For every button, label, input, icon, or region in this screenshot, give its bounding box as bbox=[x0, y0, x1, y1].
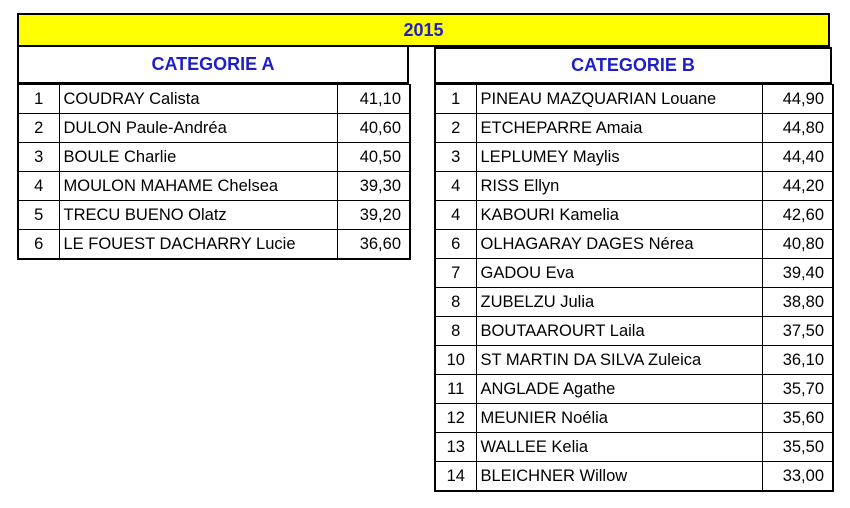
rank-cell: 1 bbox=[435, 85, 476, 114]
categorie-a-table bbox=[17, 84, 411, 260]
categorie-a-panel bbox=[17, 47, 409, 260]
table-row bbox=[435, 85, 833, 114]
rank-cell: 2 bbox=[18, 114, 59, 143]
score-cell: 40,80 bbox=[762, 230, 833, 259]
score-cell: 42,60 bbox=[762, 201, 833, 230]
name-cell: OLHAGARAY DAGES Nérea bbox=[476, 230, 762, 259]
table-row bbox=[435, 317, 833, 346]
table-row bbox=[435, 201, 833, 230]
rank-cell: 3 bbox=[435, 143, 476, 172]
rank-cell: 4 bbox=[435, 172, 476, 201]
rank-cell: 13 bbox=[435, 433, 476, 462]
categorie-b-table bbox=[434, 84, 834, 492]
rank-cell: 14 bbox=[435, 462, 476, 492]
name-cell: MOULON MAHAME Chelsea bbox=[59, 172, 337, 201]
name-cell: MEUNIER Noélia bbox=[476, 404, 762, 433]
rank-cell: 8 bbox=[435, 317, 476, 346]
categorie-a-title: CATEGORIE A bbox=[17, 47, 409, 84]
table-row bbox=[435, 404, 833, 433]
score-cell: 44,20 bbox=[762, 172, 833, 201]
score-cell: 39,40 bbox=[762, 259, 833, 288]
table-row bbox=[435, 462, 833, 492]
rank-cell: 6 bbox=[435, 230, 476, 259]
categorie-b-title: CATEGORIE B bbox=[434, 47, 832, 84]
table-row bbox=[435, 346, 833, 375]
score-cell: 36,10 bbox=[762, 346, 833, 375]
score-cell: 44,90 bbox=[762, 85, 833, 114]
score-cell: 40,50 bbox=[337, 143, 410, 172]
name-cell: WALLEE Kelia bbox=[476, 433, 762, 462]
score-cell: 39,20 bbox=[337, 201, 410, 230]
score-cell: 33,00 bbox=[762, 462, 833, 492]
rank-cell: 12 bbox=[435, 404, 476, 433]
rank-cell: 6 bbox=[18, 230, 59, 260]
table-row bbox=[18, 114, 410, 143]
table-row bbox=[18, 201, 410, 230]
rank-cell: 4 bbox=[435, 201, 476, 230]
score-cell: 44,40 bbox=[762, 143, 833, 172]
name-cell: GADOU Eva bbox=[476, 259, 762, 288]
year-header: 2015 bbox=[17, 13, 830, 47]
table-row bbox=[435, 375, 833, 404]
score-cell: 39,30 bbox=[337, 172, 410, 201]
rank-cell: 11 bbox=[435, 375, 476, 404]
name-cell: ANGLADE Agathe bbox=[476, 375, 762, 404]
categorie-b-panel bbox=[434, 47, 832, 492]
score-cell: 36,60 bbox=[337, 230, 410, 260]
name-cell: TRECU BUENO Olatz bbox=[59, 201, 337, 230]
table-row bbox=[435, 114, 833, 143]
name-cell: LE FOUEST DACHARRY Lucie bbox=[59, 230, 337, 260]
rank-cell: 2 bbox=[435, 114, 476, 143]
score-cell: 38,80 bbox=[762, 288, 833, 317]
name-cell: BLEICHNER Willow bbox=[476, 462, 762, 492]
name-cell: LEPLUMEY Maylis bbox=[476, 143, 762, 172]
rank-cell: 8 bbox=[435, 288, 476, 317]
name-cell: ST MARTIN DA SILVA Zuleica bbox=[476, 346, 762, 375]
score-cell: 44,80 bbox=[762, 114, 833, 143]
table-row bbox=[18, 85, 410, 114]
table-row bbox=[435, 259, 833, 288]
name-cell: BOUTAAROURT Laila bbox=[476, 317, 762, 346]
name-cell: KABOURI Kamelia bbox=[476, 201, 762, 230]
table-row bbox=[18, 172, 410, 201]
score-cell: 35,50 bbox=[762, 433, 833, 462]
table-row bbox=[435, 172, 833, 201]
table-row bbox=[435, 143, 833, 172]
table-row bbox=[18, 143, 410, 172]
table-row bbox=[18, 230, 410, 260]
name-cell: COUDRAY Calista bbox=[59, 85, 337, 114]
score-cell: 40,60 bbox=[337, 114, 410, 143]
name-cell: DULON Paule-Andréa bbox=[59, 114, 337, 143]
table-row bbox=[435, 230, 833, 259]
rank-cell: 5 bbox=[18, 201, 59, 230]
name-cell: RISS Ellyn bbox=[476, 172, 762, 201]
name-cell: ZUBELZU Julia bbox=[476, 288, 762, 317]
rank-cell: 3 bbox=[18, 143, 59, 172]
score-cell: 41,10 bbox=[337, 85, 410, 114]
name-cell: BOULE Charlie bbox=[59, 143, 337, 172]
rank-cell: 7 bbox=[435, 259, 476, 288]
table-row bbox=[435, 288, 833, 317]
rank-cell: 10 bbox=[435, 346, 476, 375]
score-cell: 37,50 bbox=[762, 317, 833, 346]
rank-cell: 1 bbox=[18, 85, 59, 114]
score-cell: 35,60 bbox=[762, 404, 833, 433]
table-row bbox=[435, 433, 833, 462]
name-cell: ETCHEPARRE Amaia bbox=[476, 114, 762, 143]
score-cell: 35,70 bbox=[762, 375, 833, 404]
name-cell: PINEAU MAZQUARIAN Louane bbox=[476, 85, 762, 114]
rank-cell: 4 bbox=[18, 172, 59, 201]
